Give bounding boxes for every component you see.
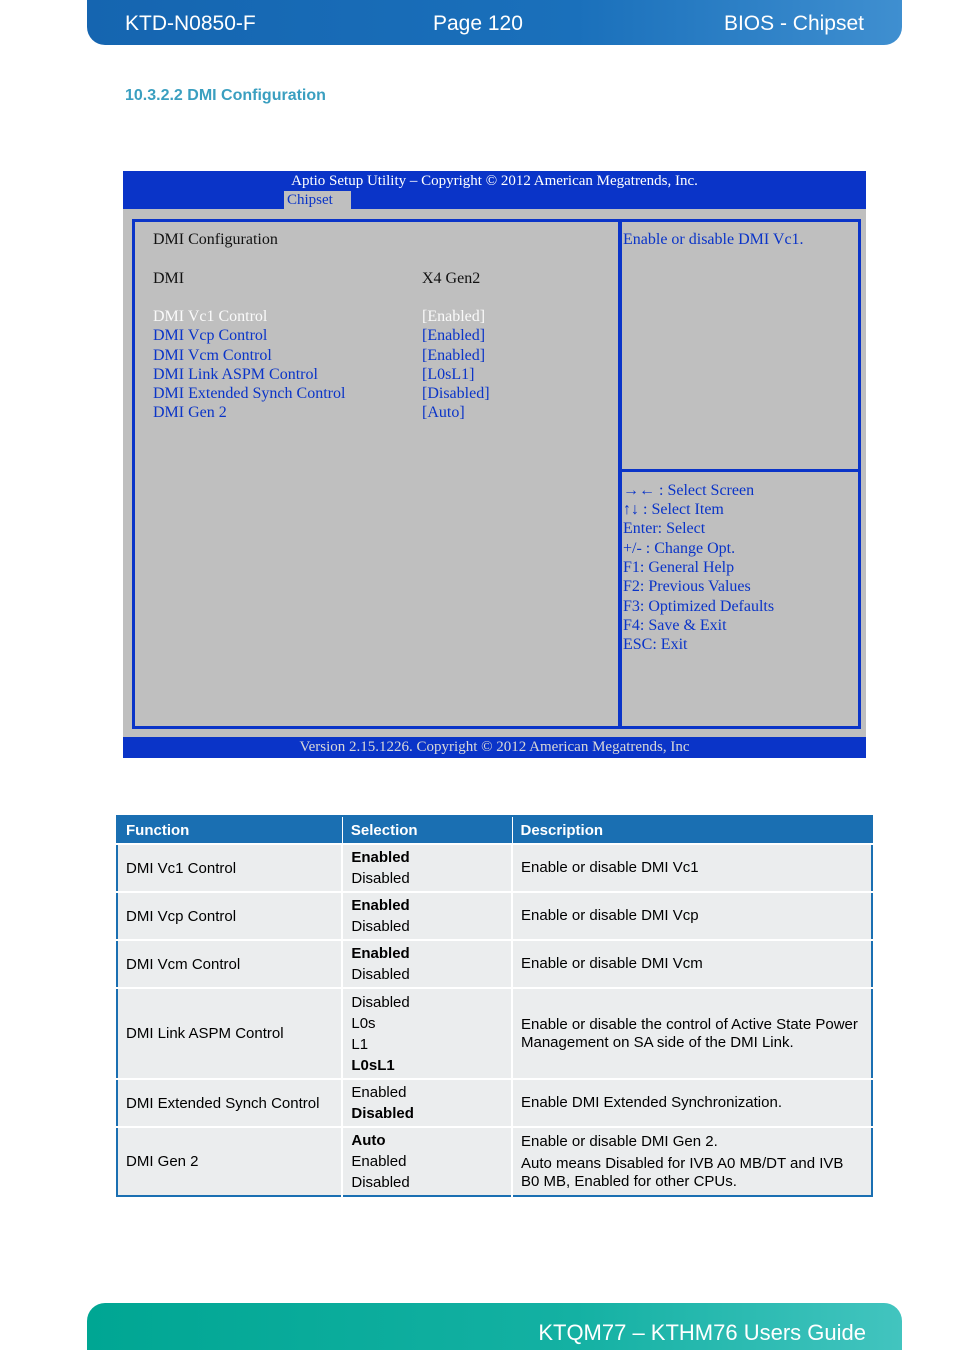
option: Enabled	[351, 1153, 407, 1170]
cell-description	[512, 844, 872, 892]
bios-item-value[interactable]: [Enabled]	[422, 308, 486, 325]
page-footer	[87, 1303, 902, 1350]
table-header-row	[117, 816, 872, 844]
bios-item-value[interactable]: [Auto]	[422, 404, 465, 421]
bios-screen	[123, 171, 866, 758]
option: L0s	[351, 1014, 376, 1032]
option-default: L0sL1	[351, 1056, 395, 1074]
bios-main-panel	[132, 219, 621, 729]
description-text: Enable or disable DMI Vcm	[521, 955, 703, 972]
bios-item-label[interactable]: DMI Vcp Control	[153, 327, 268, 344]
bios-item-value[interactable]: [L0sL1]	[422, 366, 475, 383]
option: Enabled	[351, 1084, 407, 1101]
bios-item-label[interactable]: DMI Link ASPM Control	[153, 366, 318, 383]
page-header	[87, 0, 902, 45]
bios-key-hint: F2: Previous Values	[623, 578, 751, 595]
description-text: Enable or disable DMI Vc1	[521, 859, 699, 876]
cell-selection	[342, 1079, 512, 1127]
guide-title: KTQM77 – KTHM76 Users Guide	[538, 1320, 866, 1345]
bios-item-label[interactable]: DMI Gen 2	[153, 404, 227, 421]
cell-selection	[342, 940, 512, 988]
bios-item-label[interactable]: DMI Vcm Control	[153, 347, 272, 364]
table-row	[117, 1127, 872, 1196]
option: Disabled	[351, 993, 410, 1011]
table-row	[117, 940, 872, 988]
bios-item-label[interactable]: DMI Extended Synch Control	[153, 385, 346, 402]
option: Disabled	[351, 918, 410, 935]
cell-description	[512, 1079, 872, 1127]
bios-item-value[interactable]: [Enabled]	[422, 327, 486, 344]
cell-function: DMI Gen 2	[117, 1127, 342, 1196]
cell-selection	[342, 988, 512, 1079]
bios-key-hint: Enter: Select	[623, 520, 706, 537]
bios-page-heading: DMI Configuration	[153, 231, 278, 248]
bios-key-hint: F1: General Help	[623, 559, 735, 576]
doc-id: KTD-N0850-F	[125, 12, 256, 35]
option-default: Disabled	[351, 1105, 414, 1122]
cell-selection	[342, 1127, 512, 1196]
bios-footer: Version 2.15.1226. Copyright © 2012 American Megatrends, Inc	[123, 737, 866, 758]
bios-help-text: Enable or disable DMI Vc1.	[623, 231, 804, 248]
option-default: Enabled	[351, 945, 410, 962]
description-text: Enable DMI Extended Synchronization.	[521, 1094, 782, 1111]
bios-item-label[interactable]: DMI Vc1 Control	[153, 308, 268, 325]
bios-title: Aptio Setup Utility – Copyright © 2012 American Megatrends, Inc.	[291, 173, 698, 189]
option-default: Enabled	[351, 849, 410, 866]
cell-function: DMI Vcm Control	[117, 940, 342, 988]
page-number: Page 120	[433, 12, 523, 35]
cell-function: DMI Extended Synch Control	[117, 1079, 342, 1127]
cell-selection	[342, 892, 512, 940]
column-header-function: Function	[117, 816, 342, 844]
bios-tab-chipset[interactable]: Chipset	[284, 191, 351, 209]
bios-key-hint: +/- : Change Opt.	[623, 540, 736, 557]
bios-help-panel	[619, 219, 861, 472]
cell-description	[512, 892, 872, 940]
cell-selection	[342, 844, 512, 892]
bios-key-hint: ESC: Exit	[623, 636, 688, 653]
cell-description	[512, 988, 872, 1079]
option: Disabled	[351, 1174, 410, 1191]
table-row	[117, 844, 872, 892]
cell-function: DMI Vcp Control	[117, 892, 342, 940]
column-header-selection: Selection	[342, 816, 512, 844]
description-text: Enable or disable the control of Active State Power Management on SA side of the DMI Link.	[521, 1015, 858, 1051]
description-text: Enable or disable DMI Gen 2.	[521, 1132, 718, 1150]
section-title: 10.3.2.2 DMI Configuration	[125, 87, 326, 104]
cell-description	[512, 1127, 872, 1196]
cell-function: DMI Vc1 Control	[117, 844, 342, 892]
bios-title-bar	[123, 171, 866, 209]
description-text: Enable or disable DMI Vcp	[521, 907, 699, 924]
bios-key-hint: F3: Optimized Defaults	[623, 598, 775, 615]
cell-description	[512, 940, 872, 988]
bios-key-hint: ↑↓ : Select Item	[623, 501, 724, 518]
option-default: Auto	[351, 1132, 386, 1149]
option-default: Enabled	[351, 897, 410, 914]
table-row	[117, 892, 872, 940]
column-header-description: Description	[512, 816, 872, 844]
bios-key-hint: →← : Select Screen	[623, 482, 755, 499]
header-section: BIOS - Chipset	[723, 12, 864, 35]
settings-table	[116, 815, 873, 1197]
option: L1	[351, 1035, 369, 1053]
option: Disabled	[351, 870, 410, 887]
cell-function: DMI Link ASPM Control	[117, 988, 342, 1079]
option: Disabled	[351, 966, 410, 983]
table-row	[117, 1079, 872, 1127]
table-row	[117, 988, 872, 1079]
bios-item-value[interactable]: [Enabled]	[422, 347, 486, 364]
bios-item-value[interactable]: [Disabled]	[422, 385, 490, 402]
description-text: Auto means Disabled for IVB A0 MB/DT and IVB B0 MB, Enabled for other CPUs.	[521, 1154, 844, 1190]
bios-info-label: DMI	[153, 270, 185, 287]
bios-key-hint: F4: Save & Exit	[623, 617, 727, 634]
bios-info-value: X4 Gen2	[422, 270, 481, 287]
